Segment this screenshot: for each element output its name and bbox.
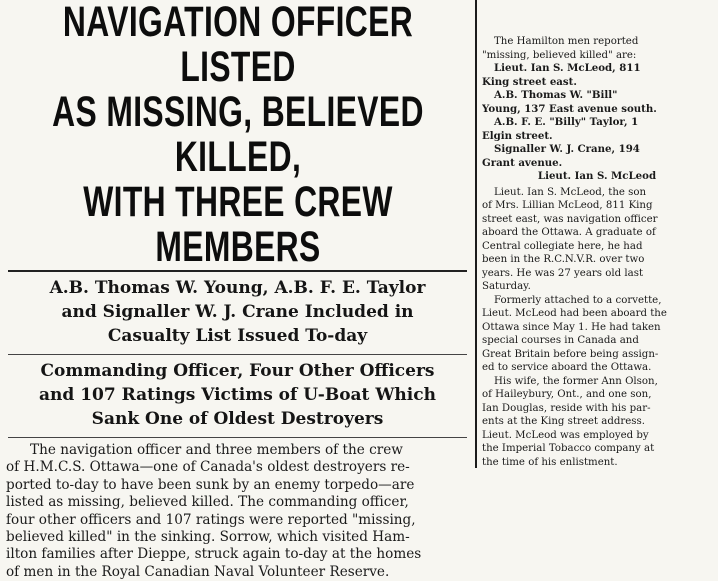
subheadline-line: Casualty List Issued To-day: [107, 326, 368, 346]
casualty-line: Young, 137 East avenue south.: [482, 102, 657, 115]
headline-line: AS MISSING, BELIEVED KILLED,: [52, 88, 424, 181]
body-line: of men in the Royal Canadian Naval Volunteer Reserve.: [6, 563, 390, 580]
paragraph-line: years. He was 27 years old last: [482, 267, 644, 279]
subheadline-line: A.B. Thomas W. Young, A.B. F. E. Taylor: [49, 278, 426, 298]
paragraph-line: Ian Douglas, reside with his par-: [482, 402, 651, 414]
casualty-line: Elgin street.: [482, 129, 553, 142]
paragraph-line: Lieut. Ian S. McLeod, the son: [494, 186, 647, 198]
body-line: listed as missing, believed killed. The commanding officer,: [6, 494, 409, 511]
casualty-line: Grant avenue.: [482, 156, 563, 169]
continuation-column: [482, 0, 712, 469]
paragraph-line: Saturday.: [482, 281, 531, 292]
casualty-line: King street east.: [482, 75, 577, 88]
subheadline-line: Sank One of Oldest Destroyers: [91, 409, 384, 429]
paragraph-line: the Imperial Tobacco company at: [482, 443, 655, 454]
casualty-line: Signaller W. J. Crane, 194: [494, 143, 640, 155]
headline-line: WITH THREE CREW MEMBERS: [83, 178, 393, 271]
paragraph-line: Central collegiate here, he had: [482, 240, 643, 252]
casualty-line: A.B. F. E. "Billy" Taylor, 1: [494, 116, 639, 128]
paragraph-line: Formerly attached to a corvette,: [494, 294, 662, 306]
paragraph-line: been in the R.C.N.V.R. over two: [482, 254, 645, 265]
intro-line: The Hamilton men reported: [494, 36, 639, 47]
body-line: ilton families after Dieppe, struck again to-day at the homes: [6, 546, 422, 563]
paragraph-line: aboard the Ottawa. A graduate of: [482, 227, 656, 238]
paragraph-line: of Haileybury, Ont., and one son,: [482, 389, 652, 400]
paragraph-line: Lieut. McLeod had been aboard the: [482, 308, 667, 319]
paragraph-line: special courses in Canada and: [482, 335, 639, 346]
subheadline-line: and Signaller W. J. Crane Included in: [61, 302, 414, 322]
column-rule: [475, 0, 477, 468]
body-line: ported to-day to have been sunk by an enemy torpedo—are: [6, 476, 415, 493]
body-line: The navigation officer and three members of the crew: [30, 442, 403, 458]
headline-line: NAVIGATION OFFICER LISTED: [62, 0, 414, 91]
paragraph-line: Great Britain before being assign-: [482, 348, 659, 360]
subheadline-1: [6, 272, 469, 354]
paragraph-line: ents at the King street address.: [482, 416, 645, 427]
casualty-line: A.B. Thomas W. "Bill": [494, 89, 618, 101]
headline: [9, 0, 468, 270]
continuation-text: [482, 0, 712, 469]
article-body: [6, 438, 469, 581]
paragraph-line: ed to service aboard the Ottawa.: [482, 362, 652, 373]
subheadline-line: and 107 Ratings Victims of U-Boat Which: [39, 385, 436, 405]
body-line: four other officers and 107 ratings were reported "missing,: [6, 511, 416, 528]
paragraph-line: His wife, the former Ann Olson,: [494, 375, 658, 387]
casualty-line: Lieut. Ian S. McLeod, 811: [494, 62, 641, 74]
paragraph-line: Ottawa since May 1. He had taken: [482, 321, 661, 333]
body-line: believed killed" in the sinking. Sorrow, which visited Ham-: [6, 529, 410, 546]
body-line: of H.M.C.S. Ottawa—one of Canada's oldest destroyers re-: [6, 459, 410, 476]
section-subhead: Lieut. Ian S. McLeod: [537, 170, 657, 182]
paragraph-line: street east, was navigation officer: [482, 213, 658, 225]
main-article-column: [6, 0, 469, 581]
subheadline-line: Commanding Officer, Four Other Officers: [40, 361, 435, 381]
paragraph-line: of Mrs. Lillian McLeod, 811 King: [482, 200, 653, 211]
paragraph-line: Lieut. McLeod was employed by: [482, 429, 649, 441]
subheadline-2: [6, 355, 469, 437]
intro-line: "missing, believed killed" are:: [482, 49, 637, 61]
paragraph-line: the time of his enlistment.: [482, 456, 618, 468]
